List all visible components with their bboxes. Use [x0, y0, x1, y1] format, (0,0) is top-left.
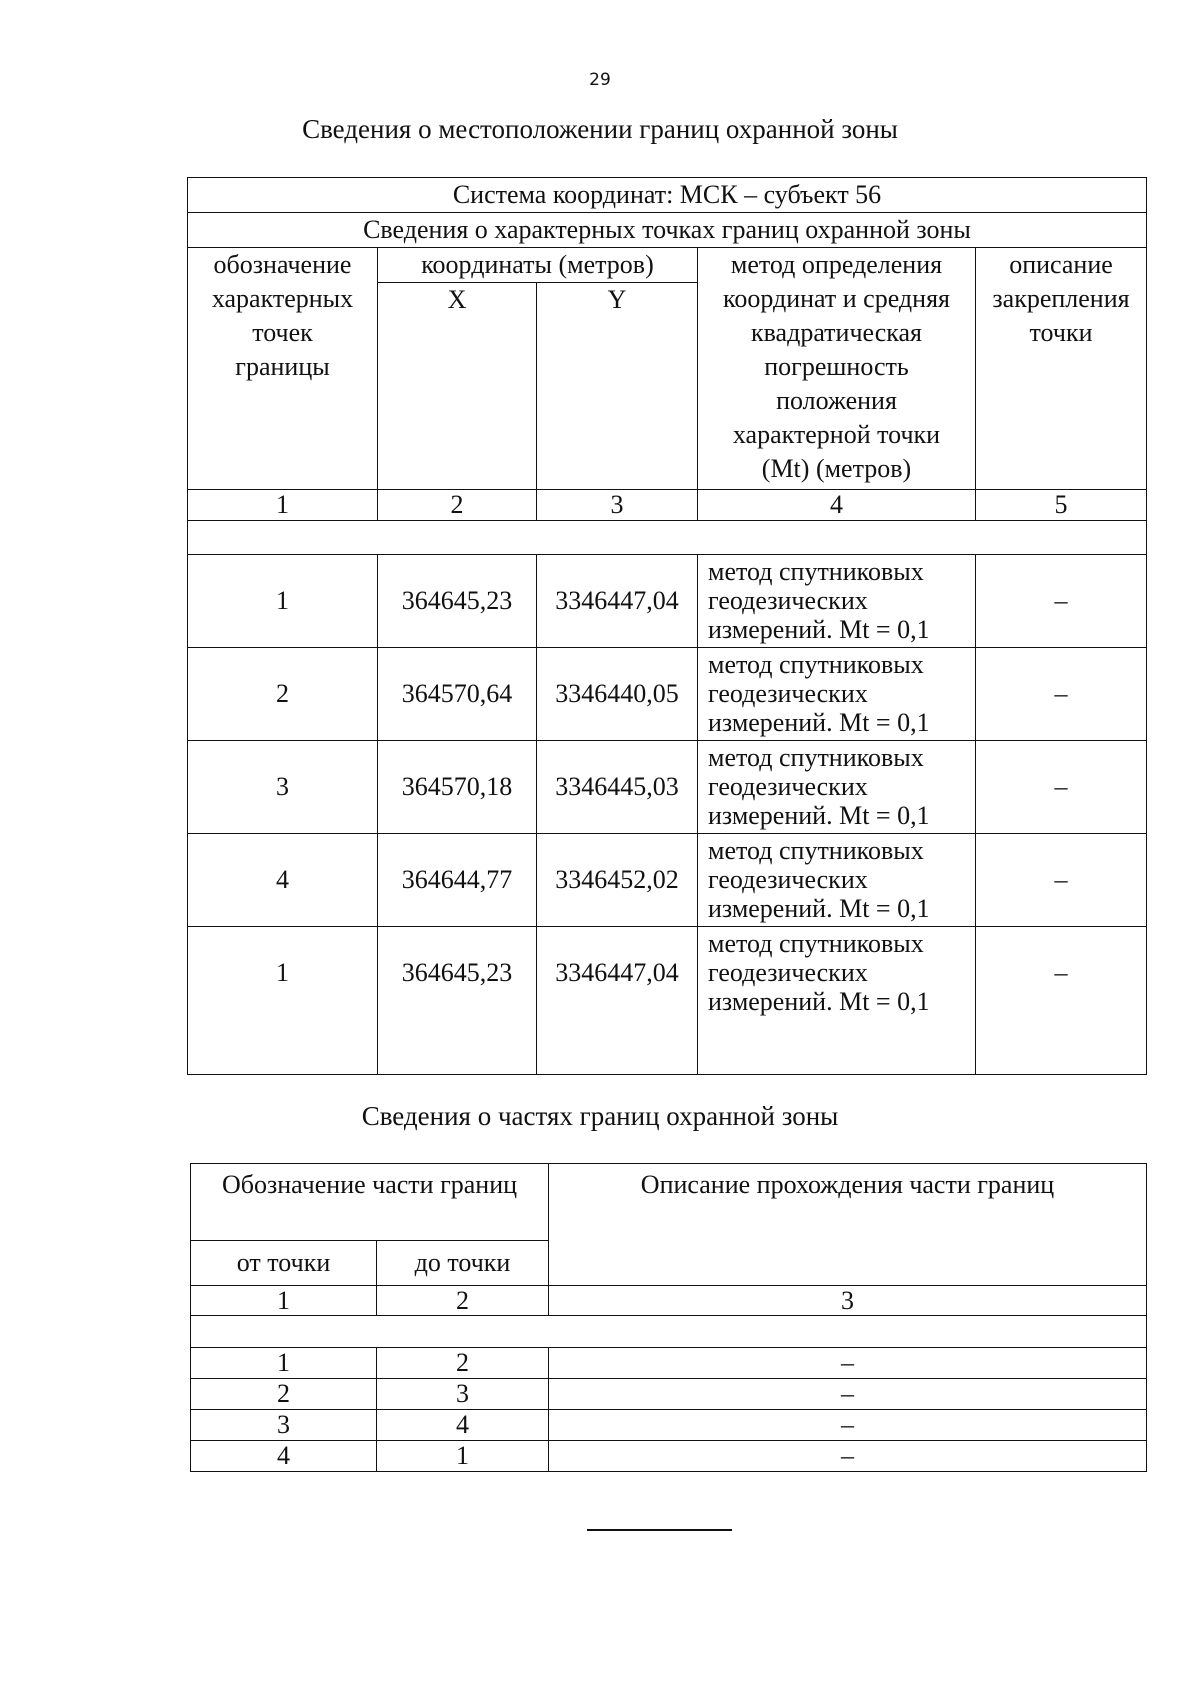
section-title-boundary-location: Сведения о местоположении границ охранной зоны	[302, 114, 898, 144]
y-coordinate-cell: 3346445,03	[537, 741, 698, 834]
header-line: характерной точки	[732, 420, 941, 449]
point-number-cell: 3	[188, 741, 378, 834]
from-point-cell: 3	[191, 1410, 377, 1441]
header-line: квадратическая	[750, 318, 923, 347]
method-line: измерений. Mt = 0,1	[708, 615, 930, 644]
x-coordinate-cell: 364645,23	[378, 555, 537, 648]
parts-blank-cell	[191, 1316, 1147, 1348]
table-row	[188, 834, 1147, 927]
column-number: 5	[976, 490, 1147, 521]
method-line: измерений. Mt = 0,1	[708, 708, 930, 737]
table-row	[191, 1348, 1147, 1379]
page-number: 29	[589, 70, 611, 90]
parts-blank-row	[191, 1316, 1147, 1348]
table-row	[188, 555, 1147, 648]
from-point-cell: 4	[191, 1441, 377, 1472]
table-row	[188, 927, 1147, 1075]
x-coordinate-cell: 364645,23	[378, 927, 537, 1075]
to-point-cell: 4	[377, 1410, 549, 1441]
point-number-cell: 4	[188, 834, 378, 927]
header-x: X	[378, 283, 537, 490]
end-rule	[587, 1529, 732, 1531]
header-to-point: до точки	[377, 1241, 549, 1286]
method-line: геодезических	[708, 586, 868, 615]
table-row	[188, 741, 1147, 834]
header-line: точки	[1029, 318, 1093, 347]
from-point-cell: 2	[191, 1379, 377, 1410]
to-point-cell: 2	[377, 1348, 549, 1379]
header-line: характерных	[211, 284, 354, 313]
header-designation	[188, 248, 378, 490]
part-description-cell: –	[549, 1348, 1147, 1379]
method-cell	[698, 927, 976, 1075]
header-line: точек	[252, 318, 313, 347]
header-line: границы	[235, 352, 330, 381]
column-number-row	[188, 490, 1147, 521]
method-line: измерений. Mt = 0,1	[708, 801, 930, 830]
point-description-cell: –	[976, 555, 1147, 648]
header-method	[698, 248, 976, 490]
x-coordinate-cell: 364644,77	[378, 834, 537, 927]
column-number: 2	[378, 490, 537, 521]
method-line: измерений. Mt = 0,1	[708, 987, 930, 1016]
method-line: геодезических	[708, 772, 868, 801]
header-line: положения	[776, 386, 897, 415]
table-row	[188, 648, 1147, 741]
point-description-cell: –	[976, 927, 1147, 1075]
parts-header-row	[191, 1164, 1147, 1241]
header-description	[976, 248, 1147, 490]
method-line: метод спутниковых	[708, 743, 924, 772]
method-line: метод спутниковых	[708, 836, 924, 865]
header-coordinates: координаты (метров)	[378, 248, 698, 283]
to-point-cell: 3	[377, 1379, 549, 1410]
point-description-cell: –	[976, 741, 1147, 834]
y-coordinate-cell: 3346440,05	[537, 648, 698, 741]
method-line: метод спутниковых	[708, 929, 924, 958]
method-cell	[698, 648, 976, 741]
method-cell	[698, 555, 976, 648]
header-line: метод определения	[730, 250, 943, 279]
coordinate-system-label: Система координат: МСК – субъект 56	[188, 178, 1147, 213]
header-line: обозначение	[213, 250, 352, 279]
point-number-cell: 1	[188, 927, 378, 1075]
table-row	[191, 1410, 1147, 1441]
table-row	[191, 1379, 1147, 1410]
y-coordinate-cell: 3346452,02	[537, 834, 698, 927]
header-line: (Mt) (метров)	[761, 454, 912, 483]
y-coordinate-cell: 3346447,04	[537, 927, 698, 1075]
header-line: координат и средняя	[723, 284, 950, 313]
method-cell	[698, 834, 976, 927]
header-line: погрешность	[764, 352, 909, 381]
parts-column-number: 3	[549, 1286, 1147, 1316]
boundary-parts-table	[190, 1163, 1147, 1472]
boundary-points-table	[187, 177, 1147, 1075]
point-number-cell: 1	[188, 555, 378, 648]
column-number: 4	[698, 490, 976, 521]
from-point-cell: 1	[191, 1348, 377, 1379]
header-part-description: Описание прохождения части границ	[549, 1164, 1147, 1286]
header-from-point: от точки	[191, 1241, 377, 1286]
method-line: геодезических	[708, 679, 868, 708]
column-number: 1	[188, 490, 378, 521]
table-header-row	[188, 248, 1147, 283]
point-description-cell: –	[976, 648, 1147, 741]
header-part-designation: Обозначение части границ	[191, 1164, 549, 1241]
section-title-boundary-parts: Сведения о частях границ охранной зоны	[361, 1101, 839, 1131]
y-coordinate-cell: 3346447,04	[537, 555, 698, 648]
part-description-cell: –	[549, 1379, 1147, 1410]
x-coordinate-cell: 364570,64	[378, 648, 537, 741]
method-line: геодезических	[708, 958, 868, 987]
header-y: Y	[537, 283, 698, 490]
table-row	[191, 1441, 1147, 1472]
method-line: метод спутниковых	[708, 557, 924, 586]
column-number: 3	[537, 490, 698, 521]
blank-row	[188, 521, 1147, 555]
points-subtitle: Сведения о характерных точках границ охранной зоны	[188, 213, 1147, 248]
to-point-cell: 1	[377, 1441, 549, 1472]
method-line: геодезических	[708, 865, 868, 894]
header-line: закрепления	[992, 284, 1130, 313]
x-coordinate-cell: 364570,18	[378, 741, 537, 834]
method-cell	[698, 741, 976, 834]
blank-cell	[188, 521, 1147, 555]
header-line: описание	[1009, 250, 1113, 279]
points-subtitle-row	[188, 213, 1147, 248]
parts-column-number: 2	[377, 1286, 549, 1316]
method-line: метод спутниковых	[708, 650, 924, 679]
method-line: измерений. Mt = 0,1	[708, 894, 930, 923]
part-description-cell: –	[549, 1441, 1147, 1472]
parts-column-number-row	[191, 1286, 1147, 1316]
part-description-cell: –	[549, 1410, 1147, 1441]
point-description-cell: –	[976, 834, 1147, 927]
parts-column-number: 1	[191, 1286, 377, 1316]
coordinate-system-row	[188, 178, 1147, 213]
point-number-cell: 2	[188, 648, 378, 741]
